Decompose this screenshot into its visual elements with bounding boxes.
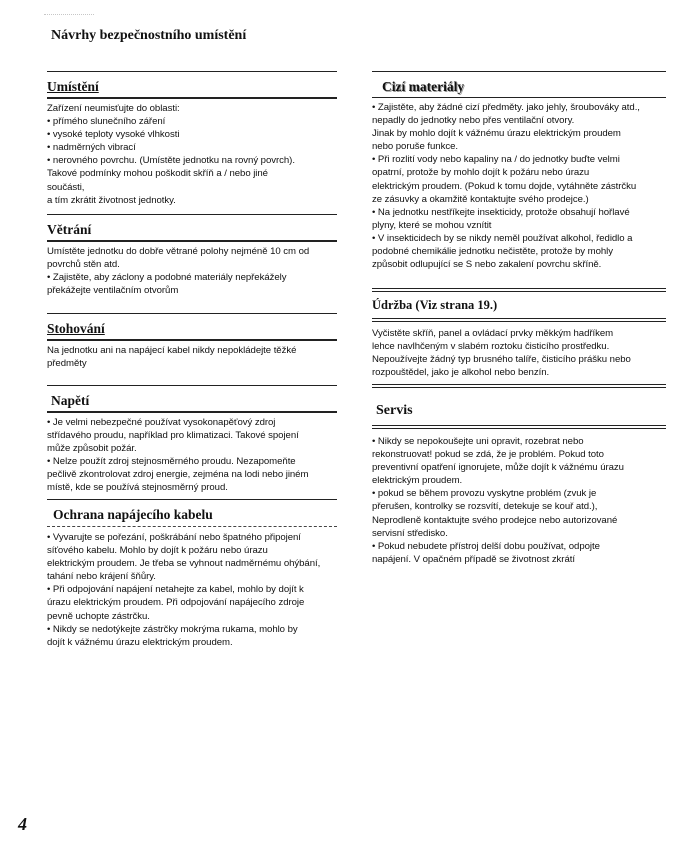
double-rule: [372, 425, 666, 429]
text-line: lehce navlhčeným v slabém roztoku čisticího prostředku.: [372, 341, 610, 353]
text-line: • vysoké teploty vysoké vlhkosti: [47, 129, 180, 141]
text-line: elektrickým proudem.: [372, 475, 463, 487]
text-line: tahání nebo krájení šňůry.: [47, 571, 156, 583]
text-line: předměty: [47, 358, 87, 370]
double-rule: [372, 384, 666, 388]
section-body: [372, 101, 666, 271]
text-line: Neprodleně kontaktujte svého prodejce nebo autorizované: [372, 514, 618, 526]
section-heading: Umístění: [47, 79, 99, 94]
section-heading: Údržba (Viz strana 19.): [372, 298, 498, 312]
heading-underline: [47, 339, 337, 341]
text-line: nepadly do jednotky nebo přes ventilační otvory.: [372, 115, 575, 127]
text-line: • V insekticidech by se nikdy neměl používat alkohol, ředidlo a: [372, 232, 633, 244]
section-top-rule: [372, 71, 666, 72]
text-line: napájení. V opačném případě se životnost zkrátí: [372, 553, 575, 565]
section-heading: Napětí: [51, 393, 90, 408]
section-heading: Stohování: [47, 321, 105, 336]
double-rule: [372, 288, 666, 292]
text-line: podobné chemikálie jednotku nečistěte, protože by mohly: [372, 246, 613, 258]
text-line: • pokud se během provozu vyskytne problém (zvuk je: [372, 488, 597, 500]
text-line: nebo poruše funkce.: [372, 141, 458, 153]
section-heading: Větrání: [47, 222, 92, 237]
section-body: [47, 245, 337, 297]
text-line: pevně uchopte zástrčku.: [47, 610, 150, 622]
text-line: součásti,: [47, 181, 85, 193]
text-line: rozpouštědel, jako je alkohol nebo benzín.: [372, 367, 550, 379]
text-line: síťového kabelu. Mohlo by dojít k požáru nebo úrazu: [47, 545, 268, 557]
section-cizi-materialy: [372, 71, 666, 271]
section-top-rule: [47, 313, 337, 314]
text-line: Jinak by mohlo dojít k vážnému úrazu elektrickým proudem: [372, 128, 621, 140]
text-line: ze zásuvky a okamžitě kontaktujte svého prodejce.): [372, 193, 589, 205]
page-title: Návrhy bezpečnostního umístění: [51, 28, 247, 43]
text-line: • nerovného povrchu. (Umístěte jednotku na rovný povrch).: [47, 155, 295, 167]
section-body: [47, 531, 337, 649]
text-line: plyny, které se mohou vznítit: [372, 219, 492, 231]
section-heading: Cizí materiály: [382, 79, 465, 94]
heading-underline: [47, 411, 337, 413]
text-line: elektrickým proudem. Je třeba se vyhnout nadměrnému ohýbání,: [47, 558, 321, 570]
text-line: • Zajistěte, aby záclony a podobné materiály nepřekážely: [47, 272, 287, 284]
text-line: Umístěte jednotku do dobře větrané polohy nejméně 10 cm od: [47, 246, 310, 257]
heading-underline: [47, 240, 337, 242]
section-top-rule: [47, 214, 337, 215]
text-line: povrchů stěn atd.: [47, 259, 120, 271]
text-line: opatrní, protože by mohlo dojít k požáru nebo úrazu: [372, 167, 590, 179]
text-line: • Zajistěte, aby žádné cizí předměty. jako jehly, šroubováky atd.,: [372, 102, 640, 113]
section-servis: [372, 403, 666, 566]
text-line: • Nikdy se nedotýkejte zástrčky mokrýma rukama, mohlo by: [47, 623, 298, 635]
text-line: úrazu elektrickým proudem. Při odpojování napájecího zdroje: [47, 597, 305, 609]
text-line: způsobit odlupující se S nebo zakalení povrchu skříně.: [372, 259, 602, 271]
section-top-rule: [47, 385, 337, 386]
section-body: [47, 416, 337, 495]
text-line: dojít k vážnému úrazu elektrickým proudem.: [47, 636, 233, 648]
text-line: rekonstruovat! pokud se zdá, že je problém. Pokud toto: [372, 449, 604, 461]
text-line: servisní středisko.: [372, 527, 448, 539]
section-stohovani: [47, 313, 337, 370]
page-number: 4: [18, 814, 27, 834]
text-line: Takové podmínky mohou poškodit skříň a / nebo jiné: [47, 168, 268, 180]
section-body: [47, 344, 337, 370]
text-line: preventivní opatření ignorujete, může dojít k vážnému úrazu: [372, 462, 624, 474]
section-napeti: [47, 385, 337, 495]
section-heading: Ochrana napájecího kabelu: [53, 507, 213, 522]
section-vetrani: [47, 214, 337, 297]
text-line: může způsobit požár.: [47, 443, 137, 455]
section-top-rule: [47, 71, 337, 72]
text-line: • Při rozlití vody nebo kapaliny na / do jednotky buďte velmi: [372, 154, 620, 166]
text-line: Na jednotku ani na napájecí kabel nikdy nepokládejte těžké: [47, 345, 297, 356]
text-line: překážejte ventilačním otvorům: [47, 285, 179, 297]
section-body: [372, 435, 666, 566]
section-ochrana: [47, 499, 337, 649]
text-line: pečlivě zkontrolovat zdroj energie, zejména na lodi nebo jiném: [47, 469, 309, 481]
section-body: [372, 327, 666, 379]
text-line: přerušen, kontrolky se rozsvítí, detekuje se kouř atd.),: [372, 501, 598, 513]
text-line: • Při odpojování napájení netahejte za kabel, mohlo by dojít k: [47, 584, 304, 596]
text-line: a tím zkrátit životnost jednotky.: [47, 194, 176, 206]
text-line: Vyčistěte skříň, panel a ovládací prvky měkkým hadříkem: [372, 328, 614, 339]
text-line: místě, kde se používá stejnosměrný proud.: [47, 482, 228, 494]
text-line: • nadměrných vibrací: [47, 142, 136, 154]
section-umisteni: [47, 71, 337, 207]
section-heading: Servis: [376, 403, 413, 418]
text-line: Nepoužívejte žádný typ brusného talíře, čisticího prášku nebo: [372, 354, 631, 366]
double-rule: [372, 318, 666, 322]
heading-underline: [372, 97, 666, 98]
text-line: střídavého proudu, například pro klimatizaci. Takové spojení: [47, 430, 299, 442]
text-line: • Vyvarujte se pořezání, poškrábání nebo špatného připojení: [47, 532, 301, 543]
text-line: • Pokud nebudete přístroj delší dobu používat, odpojte: [372, 540, 600, 552]
scan-artifact: [44, 14, 94, 21]
section-udrzba: [372, 286, 666, 390]
section-body: [47, 102, 337, 207]
text-line: • Je velmi nebezpečné používat vysokonapěťový zdroj: [47, 417, 276, 428]
heading-dashed-rule: [47, 526, 337, 527]
section-top-rule: [47, 499, 337, 500]
text-line: elektrickým proudem. (Pokud k tomu dojde, vytáhněte zástrčku: [372, 180, 637, 192]
heading-underline: [47, 97, 337, 99]
text-line: • Nelze použít zdroj stejnosměrného proudu. Nezapomeňte: [47, 456, 296, 468]
text-line: • Na jednotku nestříkejte insekticidy, protože obsahují hořlavé: [372, 206, 630, 218]
text-line: • přímého slunečního záření: [47, 116, 166, 128]
text-line: • Nikdy se nepokoušejte uni opravit, rozebrat nebo: [372, 436, 584, 447]
text-line: Zařízení neumisťujte do oblasti:: [47, 103, 180, 114]
